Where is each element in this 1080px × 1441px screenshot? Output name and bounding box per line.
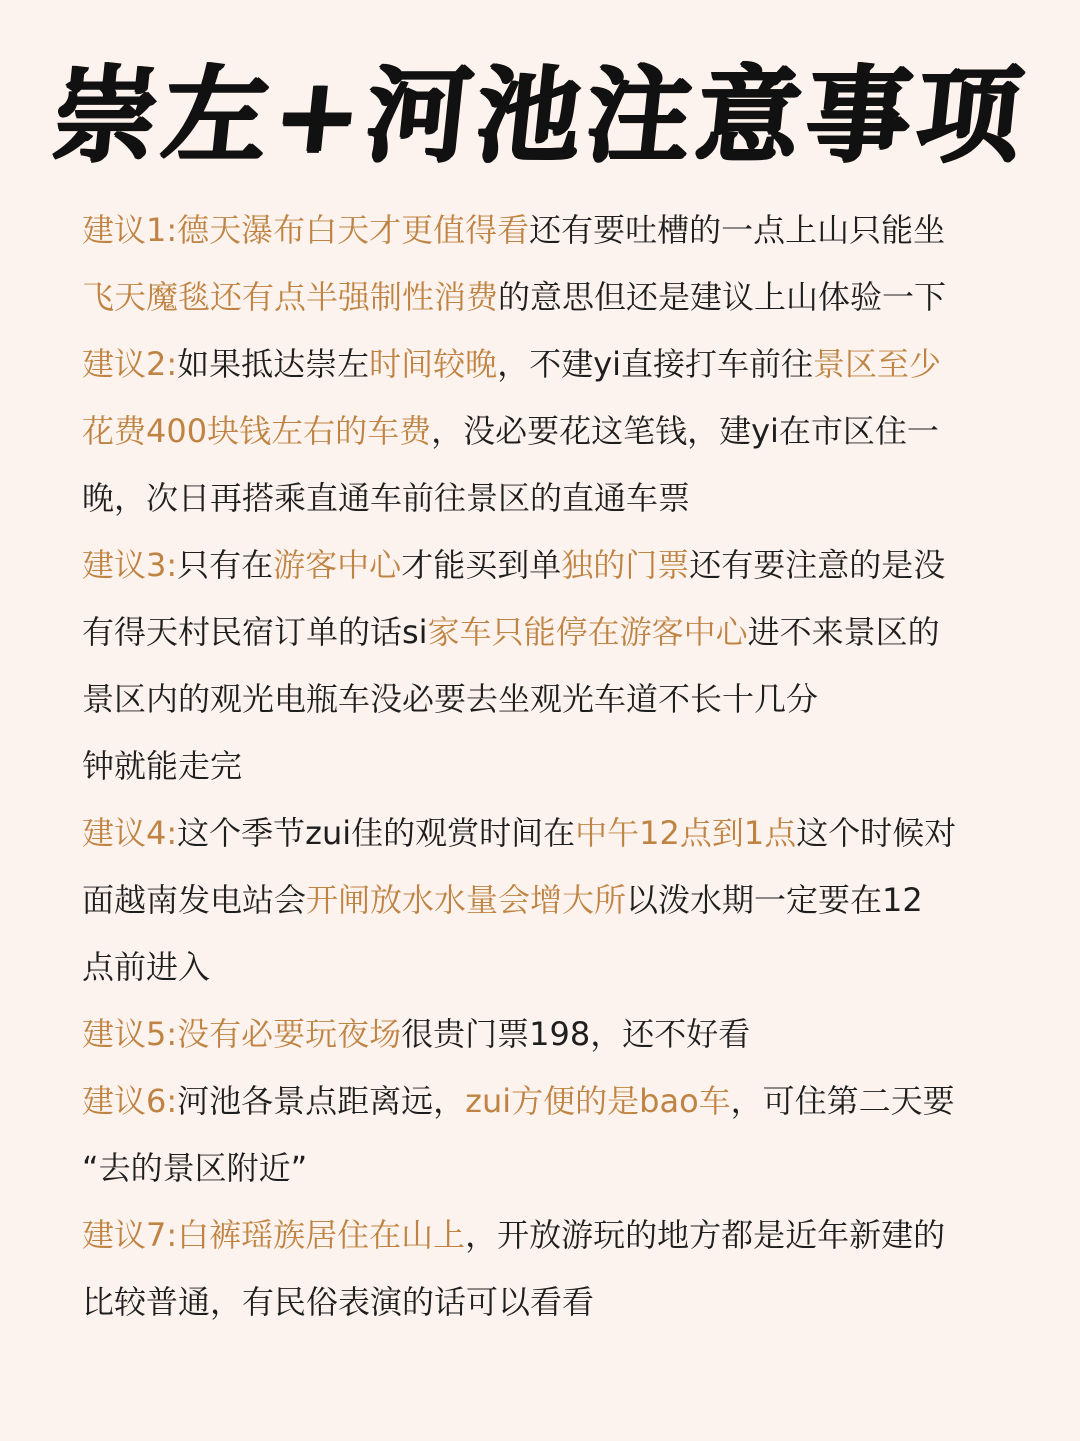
page-title: 崇左+河池注意事项 [47, 53, 1034, 176]
text-line [82, 599, 1012, 666]
highlight-text: 建议5:没有必要玩夜场 [82, 1015, 402, 1053]
body-text: 有得天村民宿订单的话si [82, 613, 428, 651]
text-line [82, 1001, 1012, 1068]
tips-content [82, 197, 1012, 1336]
text-line [82, 1135, 1012, 1202]
body-text: ，开放游玩的地方都是近年新建的 [465, 1216, 946, 1254]
highlight-text: 花费400块钱左右的车费 [82, 412, 432, 450]
text-line [82, 666, 1012, 733]
text-line [82, 1269, 1012, 1336]
text-line [82, 331, 1012, 398]
body-text: 这个时候对 [796, 814, 957, 852]
body-text: 景区内的观光电瓶车没必要去坐观光车道不长十几分 [82, 680, 819, 718]
body-text: ，不建yi直接打车前往 [497, 345, 814, 383]
body-text: 钟就能走完 [82, 747, 243, 785]
highlight-text: 建议6: [82, 1082, 178, 1120]
text-line [82, 1068, 1012, 1135]
body-text: 这个季节zui佳的观赏时间在 [177, 814, 576, 852]
text-line [82, 197, 1012, 264]
highlight-text: 飞天魔毯还有点半强制性消费 [82, 278, 499, 316]
text-line [82, 867, 1012, 934]
highlight-text: 建议1:德天瀑布白天才更值得看 [82, 211, 530, 249]
body-text: 才能买到单 [401, 546, 562, 584]
text-line [82, 733, 1012, 800]
text-line [82, 465, 1012, 532]
highlight-text: 建议4: [82, 814, 178, 852]
body-text: 很贵门票198，还不好看 [401, 1015, 751, 1053]
highlight-text: 时间较晚 [369, 345, 498, 383]
body-text: 只有在 [177, 546, 274, 584]
body-text: 还有要吐槽的一点上山只能坐 [529, 211, 946, 249]
text-line [82, 264, 1012, 331]
highlight-text: 开闸放水水量会增大所 [306, 881, 627, 919]
text-line [82, 532, 1012, 599]
body-text: 面越南发电站会 [82, 881, 307, 919]
text-line [82, 934, 1012, 1001]
text-line [82, 398, 1012, 465]
highlight-text: 建议7:白裤瑶族居住在山上 [82, 1216, 466, 1254]
body-text: 晚，次日再搭乘直通车前往景区的直通车票 [82, 479, 691, 517]
body-text: ，没必要花这笔钱，建yi在市区住一 [431, 412, 939, 450]
body-text: 进不来景区的 [747, 613, 940, 651]
body-text: “去的景区附近” [82, 1149, 308, 1187]
body-text: 如果抵达崇左 [177, 345, 370, 383]
body-text: 点前进入 [82, 948, 211, 986]
body-text: 河池各景点距离远， [177, 1082, 466, 1120]
highlight-text: 家车只能停在游客中心 [427, 613, 748, 651]
body-text: 比较普通，有民俗表演的话可以看看 [82, 1283, 595, 1321]
body-text: ，可住第二天要 [730, 1082, 955, 1120]
highlight-text: 建议3: [82, 546, 178, 584]
highlight-text: 游客中心 [273, 546, 402, 584]
text-line [82, 1202, 1012, 1269]
highlight-text: zui方便的是bao车 [465, 1082, 731, 1120]
text-line [82, 800, 1012, 867]
highlight-text: 中午12点到1点 [575, 814, 797, 852]
body-text: 以泼水期一定要在12 [626, 881, 923, 919]
body-text: 的意思但还是建议上山体验一下 [498, 278, 947, 316]
highlight-text: 建议2: [82, 345, 178, 383]
highlight-text: 独的门票 [561, 546, 690, 584]
body-text: 还有要注意的是没 [689, 546, 946, 584]
highlight-text: 景区至少 [813, 345, 942, 383]
